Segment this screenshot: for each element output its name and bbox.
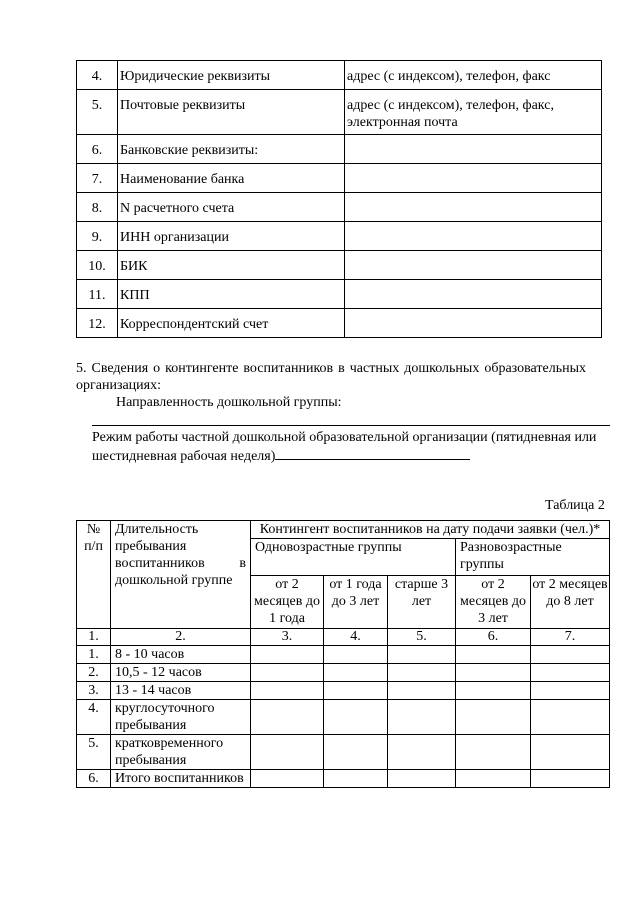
row-label: Наименование банка [118,164,345,193]
count-cell[interactable] [531,700,610,735]
count-cell[interactable] [251,646,324,664]
row-number: 7. [77,164,118,193]
requisites-row [77,164,602,193]
column-number: 1. [77,629,111,646]
header-num: № п/п [77,521,111,629]
header-same-age: Одновозрастные группы [251,539,456,576]
column-number: 6. [456,629,531,646]
count-cell[interactable] [251,700,324,735]
direction-input-line[interactable] [92,425,610,426]
row-label: Юридические реквизиты [118,61,345,90]
header-age-group: от 1 года до 3 лет [324,576,388,629]
row-label: КПП [118,280,345,309]
row-number: 1. [77,646,111,664]
count-cell[interactable] [388,664,456,682]
count-cell[interactable] [531,735,610,770]
count-cell[interactable] [251,664,324,682]
header-mixed-age: Разновозрастные группы [456,539,610,576]
work-mode-label: Режим работы частной дошкольной образовательной организации (пятидневная или шестидневная рабочая неделя) [92,430,597,464]
row-number: 6. [77,135,118,164]
count-cell[interactable] [324,770,388,788]
count-cell[interactable] [324,664,388,682]
requisites-row [77,61,602,90]
count-cell[interactable] [388,682,456,700]
row-label: Почтовые реквизиты [118,90,345,135]
count-cell[interactable] [388,770,456,788]
direction-label: Направленность дошкольной группы: [116,395,342,410]
row-label: БИК [118,251,345,280]
count-cell[interactable] [251,770,324,788]
row-value[interactable] [345,164,602,193]
row-number: 3. [77,682,111,700]
column-number: 4. [324,629,388,646]
contingent-row [77,646,610,664]
column-number: 7. [531,629,610,646]
header-contingent: Контингент воспитанников на дату подачи заявки (чел.)* [251,521,610,539]
row-label: N расчетного счета [118,193,345,222]
contingent-row [77,682,610,700]
row-number: 2. [77,664,111,682]
count-cell[interactable] [531,646,610,664]
row-value[interactable] [345,251,602,280]
contingent-table [76,520,610,788]
contingent-row [77,664,610,682]
requisites-table [76,60,602,338]
contingent-row [77,770,610,788]
requisites-row [77,193,602,222]
count-cell[interactable] [324,735,388,770]
work-mode-text [76,429,610,465]
header-age-group: от 2 месяцев до 8 лет [531,576,610,629]
header-age-group: от 2 месяцев до 3 лет [456,576,531,629]
row-duration-label: 10,5 - 12 часов [111,664,251,682]
row-duration-label: 13 - 14 часов [111,682,251,700]
row-value[interactable]: адрес (с индексом), телефон, факс [345,61,602,90]
section-5-heading: 5. Сведения о контингенте воспитанников в частных дошкольных образовательных организациях: [76,361,586,393]
header-age-group: от 2 месяцев до 1 года [251,576,324,629]
count-cell[interactable] [531,770,610,788]
column-number: 3. [251,629,324,646]
row-number: 10. [77,251,118,280]
requisites-row [77,135,602,164]
contingent-row [77,700,610,735]
column-number: 5. [388,629,456,646]
table-2-caption: Таблица 2 [545,498,605,513]
row-number: 5. [77,90,118,135]
count-cell[interactable] [324,682,388,700]
count-cell[interactable] [251,682,324,700]
count-cell[interactable] [388,646,456,664]
row-number: 6. [77,770,111,788]
count-cell[interactable] [531,682,610,700]
row-number: 8. [77,193,118,222]
row-duration-label: кратковременного пребывания [111,735,251,770]
count-cell[interactable] [456,646,531,664]
row-number: 12. [77,309,118,338]
row-label: ИНН организации [118,222,345,251]
row-number: 11. [77,280,118,309]
count-cell[interactable] [456,735,531,770]
requisites-row [77,251,602,280]
header-duration: Длительность пребывания воспитанников в дошкольной группе [111,521,251,629]
count-cell[interactable] [324,646,388,664]
row-value[interactable] [345,222,602,251]
count-cell[interactable] [456,664,531,682]
count-cell[interactable] [456,700,531,735]
column-number: 2. [111,629,251,646]
row-number: 4. [77,700,111,735]
count-cell[interactable] [456,770,531,788]
row-value[interactable] [345,135,602,164]
row-number: 9. [77,222,118,251]
row-number: 5. [77,735,111,770]
row-duration-label: круглосуточного пребывания [111,700,251,735]
contingent-row [77,735,610,770]
row-value[interactable] [345,309,602,338]
count-cell[interactable] [324,700,388,735]
count-cell[interactable] [388,735,456,770]
count-cell[interactable] [251,735,324,770]
count-cell[interactable] [388,700,456,735]
row-value[interactable]: адрес (с индексом), телефон, факс, электронная почта [345,90,602,135]
row-duration-label: Итого воспитанников [111,770,251,788]
row-label: Банковские реквизиты: [118,135,345,164]
row-number: 4. [77,61,118,90]
row-duration-label: 8 - 10 часов [111,646,251,664]
row-value[interactable] [345,280,602,309]
header-age-group: старше 3 лет [388,576,456,629]
count-cell[interactable] [456,682,531,700]
requisites-row [77,309,602,338]
requisites-row [77,90,602,135]
count-cell[interactable] [531,664,610,682]
work-mode-input-line[interactable] [275,446,470,460]
requisites-row [77,280,602,309]
row-value[interactable] [345,193,602,222]
requisites-row [77,222,602,251]
row-label: Корреспондентский счет [118,309,345,338]
